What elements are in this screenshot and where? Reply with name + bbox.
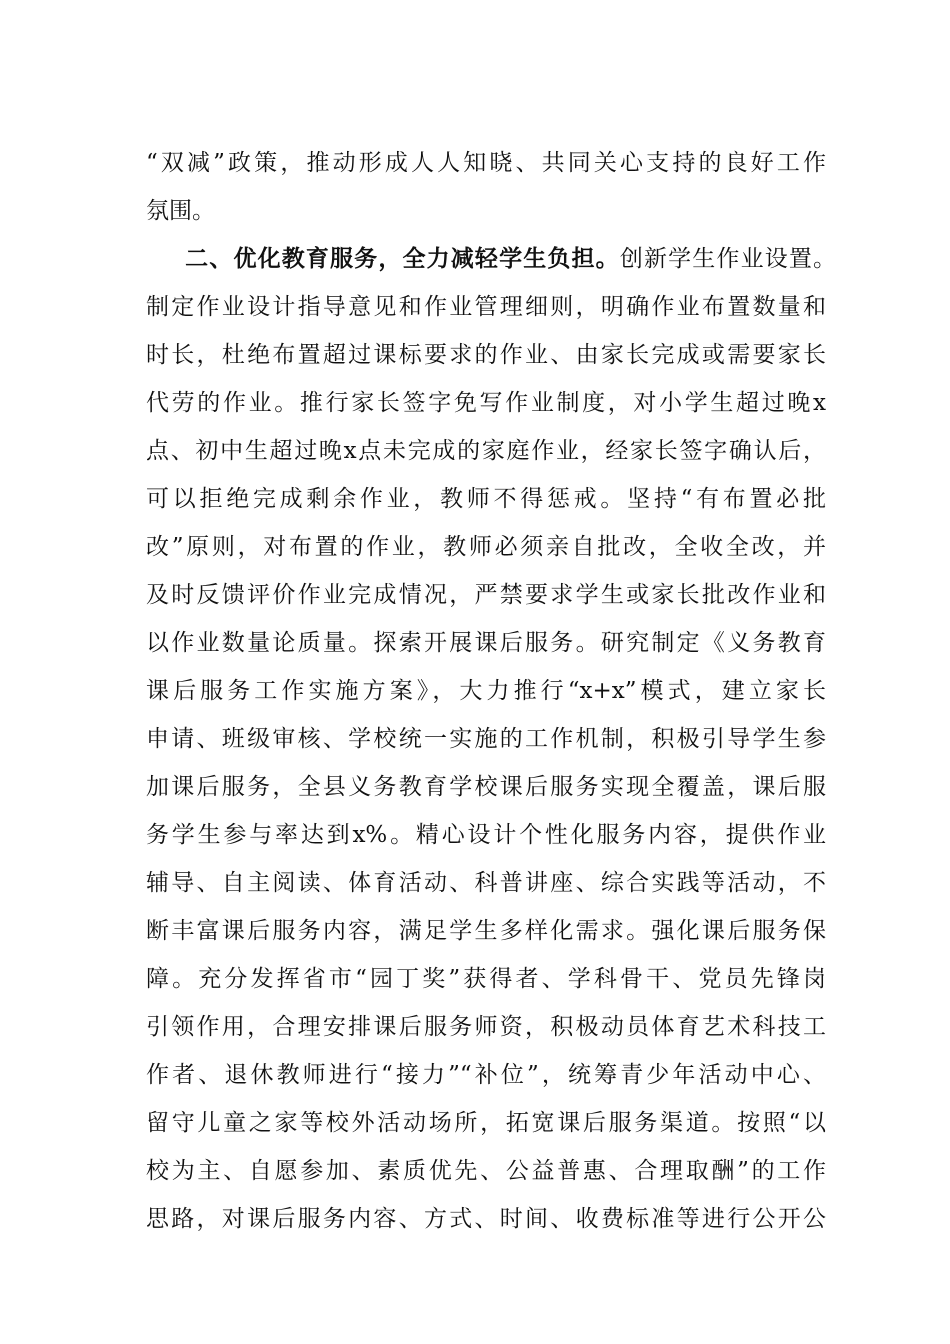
paragraph-2-first-line: [138, 235, 836, 283]
paragraph-2-line: 课后服务工作实施方案》，大力推行“x+x”模式，建立家长: [146, 678, 826, 704]
paragraph-2-line: 及时反馈评价作业完成情况，严禁要求学生或家长批改作业和: [146, 582, 826, 608]
paragraph-2-line: 改”原则，对布置的作业，教师必须亲自批改，全收全改，并: [146, 534, 826, 560]
paragraph-2-line: 申请、班级审核、学校统一实施的工作机制，积极引导学生参: [146, 726, 826, 752]
paragraph-1-line-1: “双减”政策，推动形成人人知晓、共同关心支持的良好工作: [146, 150, 826, 176]
paragraph-2-line: 思路，对课后服务内容、方式、时间、收费标准等进行公开公: [146, 1206, 826, 1232]
paragraph-2-line: 代劳的作业。推行家长签字免写作业制度，对小学生超过晚x: [146, 390, 826, 416]
paragraph-2-first-line-text: 创新学生作业设置。: [619, 246, 837, 272]
paragraph-2-line: 加课后服务，全县义务教育学校课后服务实现全覆盖，课后服: [146, 774, 826, 800]
paragraph-2-line: 作者、退休教师进行“接力”“补位”，统筹青少年活动中心、: [146, 1062, 826, 1088]
paragraph-1-line-2: 氛围。: [146, 198, 215, 224]
paragraph-2-line: 以作业数量论质量。探索开展课后服务。研究制定《义务教育: [146, 630, 826, 656]
paragraph-2-line: 引领作用，合理安排课后服务师资，积极动员体育艺术科技工: [146, 1014, 826, 1040]
paragraph-2-line: 务学生参与率达到x%。精心设计个性化服务内容，提供作业: [146, 822, 826, 848]
paragraph-2-line: 校为主、自愿参加、素质优先、公益普惠、合理取酬”的工作: [146, 1158, 826, 1184]
paragraph-2-line: 可以拒绝完成剩余作业，教师不得惩戒。坚持“有布置必批: [146, 486, 826, 512]
document-body: [146, 139, 837, 1243]
paragraph-2-line: 辅导、自主阅读、体育活动、科普讲座、综合实践等活动，不: [146, 870, 826, 896]
paragraph-2-line: 时长，杜绝布置超过课标要求的作业、由家长完成或需要家长: [146, 342, 826, 368]
paragraph-2-line: 断丰富课后服务内容，满足学生多样化需求。强化课后服务保: [146, 918, 826, 944]
section-heading: 二、优化教育服务，全力减轻学生负担。: [184, 246, 620, 272]
paragraph-2-line: 点、初中生超过晚x点未完成的家庭作业，经家长签字确认后，: [146, 438, 826, 464]
paragraph-2-line: 障。充分发挥省市“园丁奖”获得者、学科骨干、党员先锋岗: [146, 966, 826, 992]
paragraph-2-line: 留守儿童之家等校外活动场所，拓宽课后服务渠道。按照“以: [146, 1110, 826, 1136]
paragraph-2-line: 制定作业设计指导意见和作业管理细则，明确作业布置数量和: [146, 294, 826, 320]
